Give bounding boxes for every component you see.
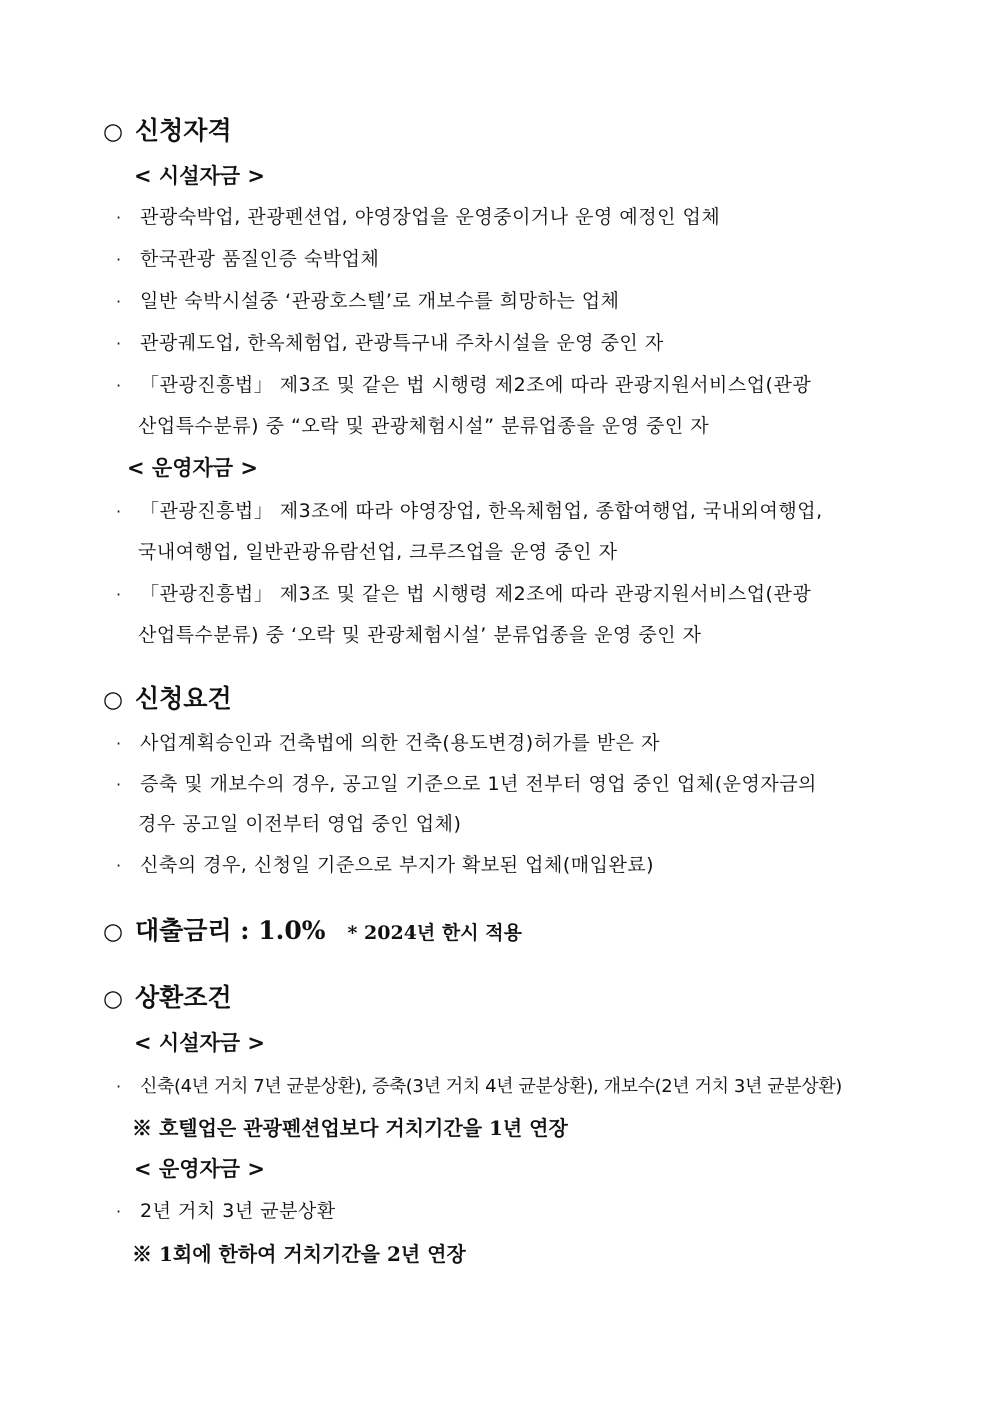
list-item-continuation: 국내여행업, 일반관광유람선업, 크루즈업을 운영 중인 자 bbox=[138, 541, 618, 563]
rate-note: * 2024년 한시 적용 bbox=[347, 922, 522, 944]
section-title-text: 신청자격 bbox=[135, 116, 232, 145]
circle-marker-icon: ○ bbox=[103, 919, 124, 945]
section-title-text: 상환조건 bbox=[135, 983, 232, 1012]
list-item: · 일반 숙박시설중 ‘관광호스텔’로 개보수를 희망하는 업체 bbox=[116, 290, 620, 312]
bullet-icon: · bbox=[116, 1077, 122, 1096]
list-item-continuation: 산업특수분류) 중 ‘오락 및 관광체험시설’ 분류업종을 운영 중인 자 bbox=[138, 624, 702, 646]
list-item: · 「관광진흥법」 제3조 및 같은 법 시행령 제2조에 따라 관광지원서비스업(관광 bbox=[116, 583, 812, 605]
circle-marker-icon: ○ bbox=[103, 687, 124, 713]
circle-marker-icon: ○ bbox=[103, 119, 124, 145]
section-repayment-title bbox=[103, 985, 232, 1011]
list-item-continuation: 산업특수분류) 중 “오락 및 관광체험시설” 분류업종을 운영 중인 자 bbox=[138, 415, 710, 437]
bullet-icon: · bbox=[116, 502, 122, 521]
bullet-icon: · bbox=[116, 250, 122, 269]
section-title-text: 신청요건 bbox=[135, 684, 232, 713]
bullet-icon: · bbox=[116, 775, 122, 794]
operating-fund-heading: < 운영자금 > bbox=[127, 456, 258, 480]
list-item: · 「관광진흥법」 제3조 및 같은 법 시행령 제2조에 따라 관광지원서비스업(관광 bbox=[116, 374, 812, 396]
list-item: · 사업계획승인과 건축법에 의한 건축(용도변경)허가를 받은 자 bbox=[116, 732, 660, 754]
section-rate-title bbox=[103, 918, 522, 944]
operating-fund-heading: < 운영자금 > bbox=[134, 1157, 265, 1181]
list-item: · 증축 및 개보수의 경우, 공고일 기준으로 1년 전부터 영업 중인 업체(운영자금의 bbox=[116, 773, 817, 795]
bullet-icon: · bbox=[116, 292, 122, 311]
list-item: · 2년 거치 3년 균분상환 bbox=[116, 1200, 336, 1222]
bullet-icon: · bbox=[116, 376, 122, 395]
facility-note: ※ 호텔업은 관광펜션업보다 거치기간을 1년 연장 bbox=[132, 1116, 568, 1140]
bullet-icon: · bbox=[116, 334, 122, 353]
list-item: · 한국관광 품질인증 숙박업체 bbox=[116, 248, 380, 270]
bullet-icon: · bbox=[116, 208, 122, 227]
operating-note: ※ 1회에 한하여 거치기간을 2년 연장 bbox=[132, 1242, 466, 1266]
section-title-text: 대출금리 : 1.0% bbox=[135, 916, 326, 945]
list-item: · 「관광진흥법」 제3조에 따라 야영장업, 한옥체험업, 종합여행업, 국내외여행업, bbox=[116, 500, 823, 522]
list-item: · 신축(4년 거치 7년 균분상환), 증축(3년 거치 4년 균분상환), 개보수(2년 거치 3년 균분상환) bbox=[116, 1076, 842, 1097]
bullet-icon: · bbox=[116, 585, 122, 604]
section-requirements-title bbox=[103, 686, 232, 712]
facility-fund-heading: < 시설자금 > bbox=[134, 1031, 265, 1055]
section-eligibility-title bbox=[103, 118, 232, 144]
bullet-icon: · bbox=[116, 1202, 122, 1221]
circle-marker-icon: ○ bbox=[103, 986, 124, 1012]
facility-fund-heading: < 시설자금 > bbox=[134, 164, 265, 188]
bullet-icon: · bbox=[116, 856, 122, 875]
list-item: · 신축의 경우, 신청일 기준으로 부지가 확보된 업체(매입완료) bbox=[116, 854, 655, 876]
bullet-icon: · bbox=[116, 734, 122, 753]
list-item-continuation: 경우 공고일 이전부터 영업 중인 업체) bbox=[138, 813, 462, 835]
list-item: · 관광궤도업, 한옥체험업, 관광특구내 주차시설을 운영 중인 자 bbox=[116, 332, 664, 354]
list-item: · 관광숙박업, 관광펜션업, 야영장업을 운영중이거나 운영 예정인 업체 bbox=[116, 206, 721, 228]
